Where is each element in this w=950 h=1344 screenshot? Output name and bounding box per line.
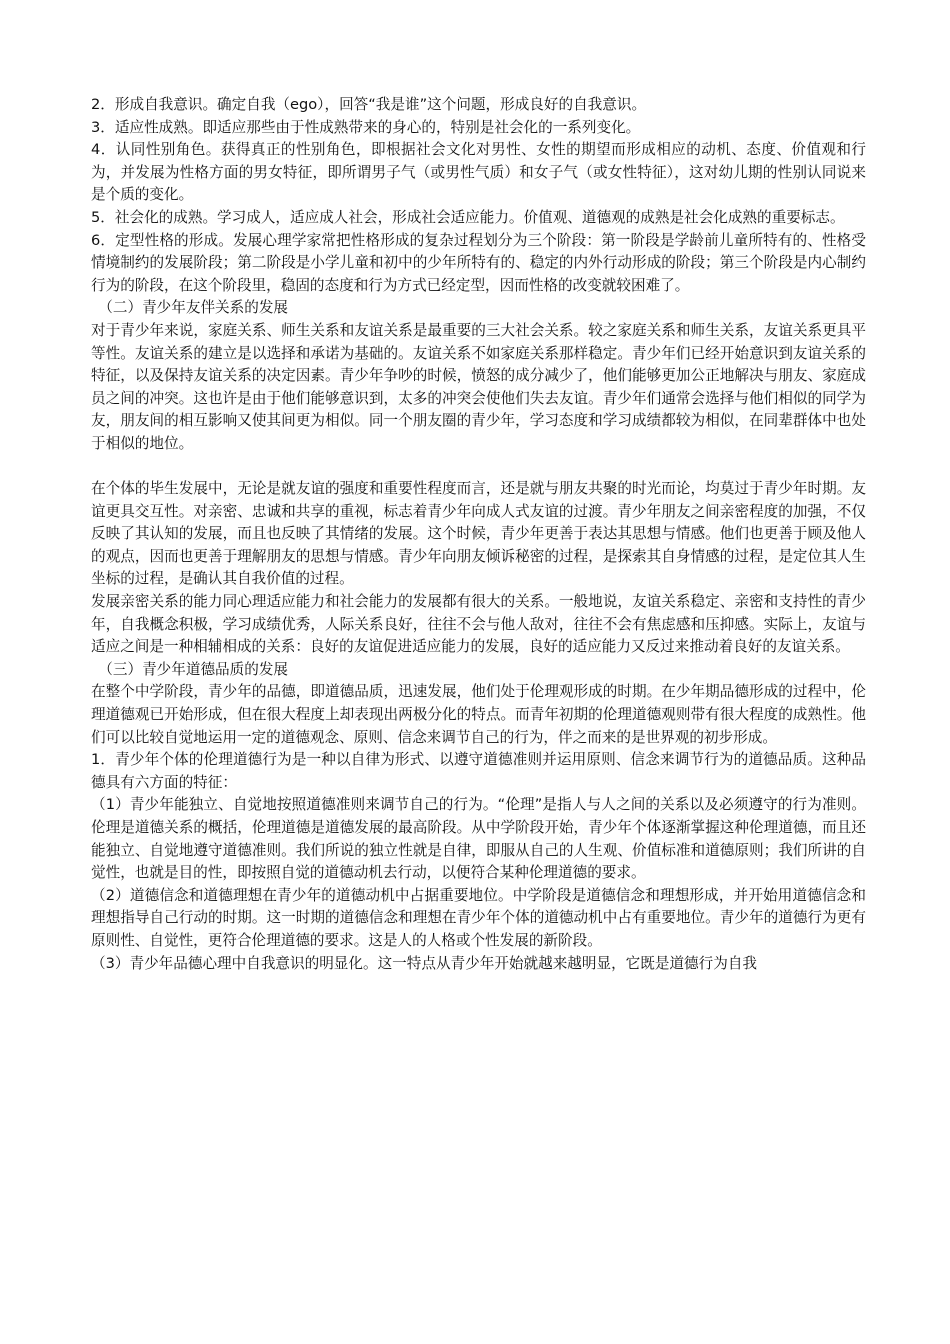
- paragraph-peer-relations-1: 对于青少年来说，家庭关系、师生关系和友谊关系是最重要的三大社会关系。较之家庭关系和师生关系，友谊关系更具平等性。友谊关系的建立是以选择和承诺为基础的。友谊关系不如家庭关系那样稳定。青少年们已经开始意识到友谊关系的特征，以及保持友谊关系的决定因素。青少年争吵的时候，愤怒的成分减少了，他们能够更加公正地解决与朋友、家庭成员之间的冲突。这也许是由于他们能够意识到，太多的冲突会使他们失去友谊。青少年们通常会选择与他们相似的同学为友，朋友间的相互影响又使其间更为相似。同一个朋友圈的青少年，学习态度和学习成绩都较为相似，在同辈群体中也处于相似的地位。: [91, 321, 866, 452]
- paragraph-peer-relations-3: 发展亲密关系的能力同心理适应能力和社会能力的发展都有很大的关系。一般地说，友谊关系稳定、亲密和支持性的青少年，自我概念积极，学习成绩优秀，人际关系良好，往往不会与他人敌对，往往不会有焦虑感和压抑感。实际上，友谊与适应之间是一种相辅相成的关系：良好的友谊促进适应能力的发展，良好的适应能力又反过来推动着良好的友谊关系。: [91, 593, 866, 656]
- paragraph-peer-relations-2: 在个体的毕生发展中，无论是就友谊的强度和重要性程度而言，还是就与朋友共聚的时光而论，均莫过于青少年时期。友谊更具交互性。对亲密、忠诚和共享的重视，标志着青少年向成人式友谊的过渡。青少年朋友之间亲密程度的加强，不仅反映了其认知的发展，而且也反映了其情绪的发展。这个时候，青少年更善于表达其思想与情感。他们也更善于顾及他人的观点，因而也更善于理解朋友的思想与情感。青少年向朋友倾诉秘密的过程，是探索其自身情感的过程，是定位其人生坐标的过程，是确认其自我价值的过程。: [91, 480, 866, 588]
- paragraph-moral-subitem-2: （2）道德信念和道德理想在青少年的道德动机中占据重要地位。中学阶段是道德信念和理想形成，并开始用道德信念和理想指导自己行动的时期。这一时期的道德信念和理想在青少年个体的道德动机中占有重要地位。青少年的道德行为更有原则性、自觉性，更符合伦理道德的要求。这是人的人格或个性发展的新阶段。: [91, 886, 866, 949]
- paragraph-item-2: 2．形成自我意识。确定自我（ego），回答“我是谁”这个问题，形成良好的自我意识。: [91, 96, 647, 113]
- paragraph-moral-subitem-1: （1）青少年能独立、自觉地按照道德准则来调节自己的行为。“伦理”是指人与人之间的关系以及必须遵守的行为准则。伦理是道德关系的概括，伦理道德是道德发展的最高阶段。从中学阶段开始，青少年个体逐渐掌握这种伦理道德，而且还能独立、自觉地遵守道德准则。我们所说的独立性就是自律，即服从自己的人生观、价值标准和道德原则；我们所讲的自觉性，也就是目的性，即按照自觉的道德动机去行动，以便符合某种伦理道德的要求。: [91, 796, 866, 882]
- paragraph-item-6: 6．定型性格的形成。发展心理学家常把性格形成的复杂过程划分为三个阶段：第一阶段是学龄前儿童所特有的、性格受情境制约的发展阶段；第二阶段是小学儿童和初中的少年所特有的、稳定的内外行动形成的阶段；第三个阶段是内心制约行为的阶段，在这个阶段里，稳固的态度和行为方式已经定型，因而性格的改变就较困难了。: [91, 231, 866, 294]
- paragraph-item-3: 3．适应性成熟。即适应那些由于性成熟带来的身心的，特别是社会化的一系列变化。: [91, 118, 641, 136]
- section-heading-moral-quality: （三）青少年道德品质的发展: [98, 660, 289, 678]
- blank-line: [91, 456, 866, 479]
- paragraph-moral-subitem-3: （3）青少年品德心理中自我意识的明显化。这一特点从青少年开始就越来越明显，它既是道德行为自我: [91, 954, 758, 972]
- section-heading-peer-relations: （二）青少年友伴关系的发展: [98, 299, 289, 317]
- paragraph-item-5: 5．社会化的成熟。学习成人，适应成人社会，形成社会适应能力。价值观、道德观的成熟是社会化成熟的重要标志。: [91, 208, 845, 226]
- paragraph-item-4: 4．认同性别角色。获得真正的性别角色，即根据社会文化对男性、女性的期望而形成相应的动机、态度、价值观和行为，并发展为性格方面的男女特征，即所谓男子气（或男性气质）和女子气（或女性特征），这对幼儿期的性别认同说来是个质的变化。: [91, 141, 866, 204]
- document-page: [91, 94, 866, 975]
- paragraph-moral-quality-1: 在整个中学阶段，青少年的品德，即道德品质，迅速发展，他们处于伦理观形成的时期。在少年期品德形成的过程中，伦理道德观已开始形成，但在很大程度上却表现出两极分化的特点。而青年初期的伦理道德观则带有很大程度的成熟性。他们可以比较自觉地运用一定的道德观念、原则、信念来调节自己的行为，伴之而来的是世界观的初步形成。: [91, 683, 866, 746]
- paragraph-moral-item-1: 1．青少年个体的伦理道德行为是一种以自律为形式、以遵守道德准则并运用原则、信念来调节行为的道德品质。这种品德具有六方面的特征：: [91, 751, 866, 791]
